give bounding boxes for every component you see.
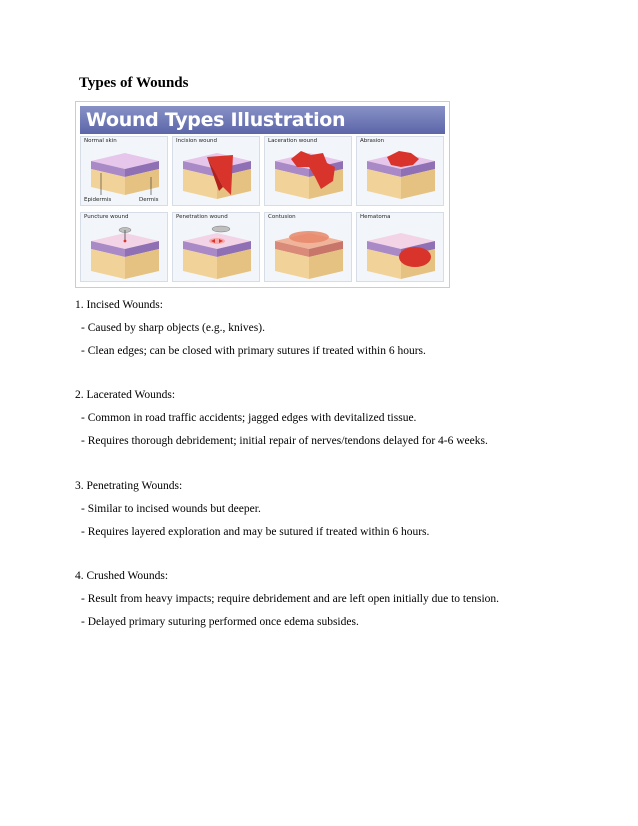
section-heading: 4. Crushed Wounds:	[75, 570, 169, 582]
section-heading: 3. Penetrating Wounds:	[75, 480, 183, 492]
skin-block-illustration	[81, 137, 168, 206]
skin-block-illustration	[357, 137, 444, 206]
section-heading: 1. Incised Wounds:	[75, 299, 163, 311]
skin-block-illustration	[357, 213, 444, 282]
panel-hematoma	[356, 212, 444, 282]
panel-incision-wound	[172, 136, 260, 206]
section-point: - Delayed primary suturing performed once edema subsides.	[81, 616, 359, 628]
skin-block-illustration	[81, 213, 168, 282]
skin-block-illustration	[265, 213, 352, 282]
panel-caption: Normal skin	[84, 138, 117, 144]
panel-puncture-wound	[80, 212, 168, 282]
skin-block-illustration	[173, 213, 260, 282]
epidermis-label: Epidermis	[84, 197, 112, 203]
panel-caption: Laceration wound	[268, 138, 318, 144]
panel-caption: Abrasion	[360, 138, 385, 144]
section-point: - Common in road traffic accidents; jagged edges with devitalized tissue.	[81, 412, 417, 424]
section-point: - Requires layered exploration and may be sutured if treated within 6 hours.	[81, 526, 430, 538]
panel-caption: Hematoma	[360, 214, 391, 220]
skin-block-illustration	[265, 137, 352, 206]
section-point: - Caused by sharp objects (e.g., knives).	[81, 322, 265, 334]
panel-caption: Contusion	[268, 214, 296, 220]
panel-contusion	[264, 212, 352, 282]
wound-types-figure	[75, 101, 450, 288]
panel-normal-skin	[80, 136, 168, 206]
panel-laceration-wound	[264, 136, 352, 206]
dermis-label: Dermis	[139, 197, 159, 203]
skin-block-illustration	[173, 137, 260, 206]
section-point: - Clean edges; can be closed with primary sutures if treated within 6 hours.	[81, 345, 426, 357]
panel-penetration-wound	[172, 212, 260, 282]
section-heading: 2. Lacerated Wounds:	[75, 389, 176, 401]
document-title: Types of Wounds	[79, 75, 189, 91]
panel-caption: Penetration wound	[176, 214, 228, 220]
panel-caption: Incision wound	[176, 138, 217, 144]
panel-abrasion	[356, 136, 444, 206]
section-point: - Result from heavy impacts; require debridement and are left open initially due to tension.	[81, 593, 500, 605]
section-point: - Requires thorough debridement; initial repair of nerves/tendons delayed for 4-6 weeks.	[81, 435, 488, 447]
panel-caption: Puncture wound	[84, 214, 129, 220]
section-point: - Similar to incised wounds but deeper.	[81, 503, 261, 515]
figure-banner-title: Wound Types Illustration	[80, 106, 445, 134]
